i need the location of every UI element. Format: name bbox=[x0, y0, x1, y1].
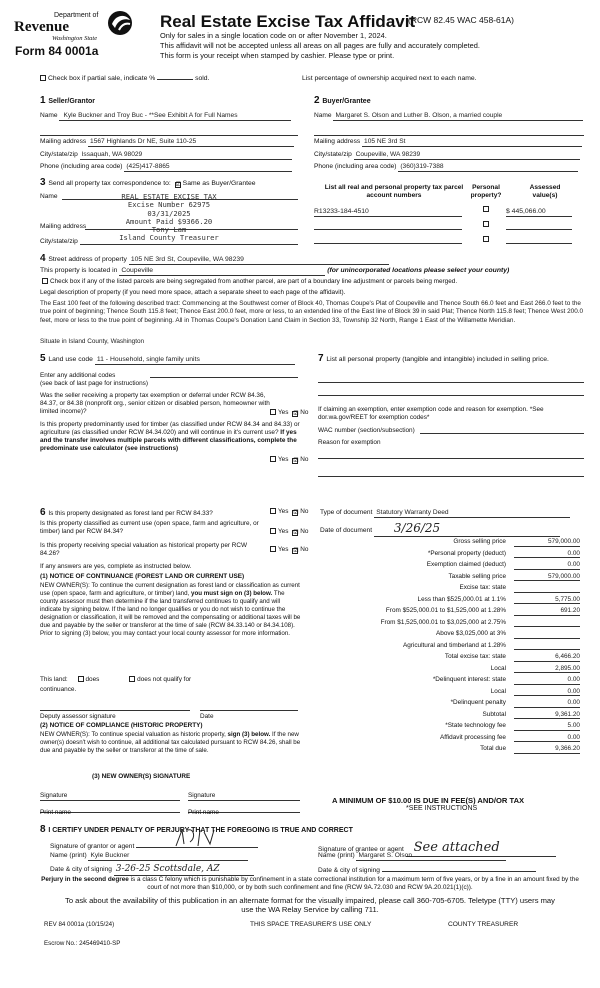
segregation-row: Check box if any of the listed parcels are being segregated from another parcel, are part of a boundary line adjustment or parcels being merged. bbox=[40, 278, 457, 286]
deputy-signature-label: Deputy assessor signature bbox=[40, 713, 116, 720]
form-number: Form 84 0001a bbox=[15, 44, 99, 58]
tax-row-label: Excise tax: state bbox=[459, 584, 506, 591]
document-date-row: Date of document 3/26/25 bbox=[320, 521, 560, 537]
grantee-signature-row: Signature of grantee or agent See attached bbox=[318, 840, 556, 857]
buyer-city-field[interactable]: Coupeville, WA 98239 bbox=[354, 151, 580, 160]
personal-property-checkbox-3[interactable] bbox=[483, 236, 489, 242]
tax-row-label: *Delinquent interest: state bbox=[432, 676, 506, 683]
parcel-number-2[interactable] bbox=[314, 222, 462, 230]
personal-property-line-1[interactable] bbox=[318, 375, 584, 383]
personal-property-list-label: 7 List all personal property (tangible and intangible) included in selling price. bbox=[318, 353, 549, 364]
signature-label-1: Signature bbox=[40, 792, 68, 799]
seller-name-line2[interactable] bbox=[40, 128, 298, 136]
ownership-percentage-note: List percentage of ownership acquired next to each name. bbox=[302, 75, 477, 82]
tax-row-label: Local bbox=[490, 687, 506, 695]
legal-description-text[interactable]: The East 100 feet of the following described tract: Commencing at the Southwest corner of Block 40, Thomas Coupe's Plat of Coupeville and Thence South 66.0 feet and East 266.0 feet to the true point of beginning; Thence South 115.8 feet; Thence East 200.0 feet, more or less, to an extended line of the East line of Block 39 in said Plat; Thence North 115.8 feet; Thence West 200.0 feet, more or less to the true point of beginning. All in Thomas Coupe's Donation Land Claim in Section 33, Township 32 North, Range 1 East of the Willamette Meridian. bbox=[40, 300, 584, 324]
grantor-signature-row: Signature of grantor or agent bbox=[50, 840, 258, 851]
alternate-format-notice: To ask about the availability of this publication in an alternate format for the visually impaired, please call 360-705-6705. Teletype (TTY) users may use the WA Relay Service by calling 711. bbox=[65, 896, 555, 915]
forest-yes-checkbox[interactable] bbox=[270, 508, 276, 514]
seller-name-row: Name Kyle Buckner and Troy Buc - **See Exhibit A for Full Names bbox=[40, 112, 298, 121]
tax-row-label: Exemption claimed (deduct) bbox=[426, 561, 506, 568]
forest-land-question: 6 Is this property designated as forest land per RCW 84.33? bbox=[40, 507, 213, 518]
deputy-date-label: Date bbox=[200, 713, 214, 720]
minimum-due-notice: A MINIMUM OF $10.00 IS DUE IN FEE(S) AND/OR TAX bbox=[332, 796, 525, 805]
partial-sale-checkbox[interactable] bbox=[40, 75, 46, 81]
claim-exemption-label: If claiming an exemption, enter exemption code and reason for exemption. *See dor.wa.gov/REET for exemption codes* bbox=[318, 406, 544, 421]
tax-row-value[interactable]: 6,466.20 bbox=[514, 653, 580, 662]
revision-number: REV 84 0001a (10/15/24) bbox=[44, 921, 115, 928]
seller-heading: 1 Seller/Grantor bbox=[40, 95, 96, 106]
grantor-signature-image bbox=[170, 826, 230, 850]
land-use-row: 5 Land use code 11 - Household, single family units bbox=[40, 353, 295, 366]
buyer-mailing-field[interactable]: 105 NE 3rd St bbox=[362, 138, 582, 147]
situate-text: Situate in Island County, Washington bbox=[40, 338, 145, 345]
new-owner-signature-heading: (3) NEW OWNER(S) SIGNATURE bbox=[92, 773, 191, 780]
tax-calculation-table bbox=[320, 538, 586, 752]
grantee-name-field[interactable]: Margaret S. Olson bbox=[356, 852, 506, 861]
grantor-date-field[interactable]: 3-26-25 Scottsdale, AZ bbox=[114, 864, 254, 876]
tax-row-value[interactable]: 579,000.00 bbox=[514, 538, 580, 547]
assessed-value-2[interactable] bbox=[506, 222, 572, 230]
parcel-number-1[interactable]: R13233-184-4510 bbox=[314, 208, 462, 217]
historic-question: Is this property receiving special valuation as historical property per RCW 84.26? bbox=[40, 542, 248, 557]
assessed-value-3[interactable] bbox=[506, 236, 572, 244]
timber-yes-checkbox[interactable] bbox=[270, 456, 276, 462]
buyer-mailing-row: Mailing address 105 NE 3rd St bbox=[314, 138, 582, 147]
tax-row-label: Gross selling price bbox=[453, 538, 506, 545]
tax-row-value[interactable]: 0.00 bbox=[514, 699, 580, 708]
document-date-field[interactable]: 3/26/25 bbox=[374, 521, 560, 537]
tax-row-value[interactable]: 9,361.20 bbox=[514, 711, 580, 720]
buyer-name-row: Name Margaret S. Olson and Luther B. Olson, a married couple bbox=[314, 112, 583, 121]
form-title: Real Estate Excise Tax Affidavit bbox=[160, 12, 416, 31]
tax-row-value[interactable]: 691.20 bbox=[514, 607, 580, 616]
exemption-question: Was the seller receiving a property tax exemption or deferral under RCW 84.36, 84.37, or 84.38 (nonprofit org., senior citizen or disabled person, homeowner with limited income)? bbox=[40, 392, 270, 415]
personal-property-header: Personal property? bbox=[470, 184, 502, 200]
grantor-name-field[interactable]: Kyle Buckner bbox=[88, 852, 248, 861]
does-qualify-checkbox[interactable] bbox=[78, 676, 84, 682]
buyer-name-line2[interactable] bbox=[314, 128, 584, 136]
buyer-name-field[interactable]: Margaret S. Olson and Luther B. Olson, a married couple bbox=[333, 112, 583, 121]
certify-statement: 8 I CERTIFY UNDER PENALTY OF PERJURY THAT THE FOREGOING IS TRUE AND CORRECT bbox=[40, 824, 353, 835]
instruction-line-3: This form is your receipt when stamped by cashier. Please type or print. bbox=[160, 51, 395, 60]
grantee-date-row: Date & city of signing bbox=[318, 864, 536, 875]
sec3-name-label: Name bbox=[40, 193, 58, 200]
wac-number-label: WAC number (section/subsection) bbox=[318, 427, 415, 434]
land-use-field[interactable]: 11 - Household, single family units bbox=[95, 356, 295, 365]
does-not-qualify-checkbox[interactable] bbox=[129, 676, 135, 682]
seller-mailing-row: Mailing address 1567 Highlands Dr NE, Suite 110-25 bbox=[40, 138, 294, 147]
tax-row-value[interactable] bbox=[514, 619, 580, 628]
treasurer-stamp: REAL ESTATE EXCISE TAX Excise Number 62975 03/31/2025 Amount Paid $9366.20 Tony Lam Island County Treasurer bbox=[119, 192, 219, 243]
current-use-no-checkbox[interactable]: ☑ bbox=[293, 530, 299, 536]
tax-row-label: Total due bbox=[480, 745, 506, 752]
signature-label-2: Signature bbox=[188, 792, 216, 799]
tax-row-value[interactable]: 0.00 bbox=[514, 550, 580, 559]
notice-compliance-body: NEW OWNER(S): To continue special valuation as historic property, sign (3) below. If the new owner(s) doesn't wish to continue, all additional tax calculated pursuant to RCW 84.26, shall be due and payable by the seller or transferor at the time of sale. bbox=[40, 731, 301, 754]
buyer-city-row: City/state/zip Coupeville, WA 98239 bbox=[314, 151, 580, 160]
rcw-reference: (RCW 82.45 WAC 458-61A) bbox=[408, 15, 514, 25]
timber-ag-question: Is this property predominantly used for timber (as classified under RCW 84.34 and 84.33) or agriculture (as classified under RCW 84.34.020) and will continue in it's current use? If yes and the transfer involves multiple parcels with different classifications, complete the predominate use calculator (see instructions) bbox=[40, 421, 300, 452]
historic-yes-checkbox[interactable] bbox=[270, 546, 276, 552]
buyer-phone-row: Phone (including area code) (360)319-7388 bbox=[314, 163, 578, 172]
escrow-number: Escrow No.: 245469410-SP bbox=[44, 940, 121, 947]
tax-row-label: From $525,000.01 to $1,525,000 at 1.28% bbox=[385, 607, 506, 614]
department-of-text: Department of bbox=[54, 12, 99, 19]
grantor-name-row: Name (print) Kyle Buckner bbox=[50, 852, 248, 861]
county-treasurer-label: COUNTY TREASURER bbox=[448, 921, 519, 928]
timber-no-checkbox[interactable]: ☑ bbox=[293, 458, 299, 464]
tax-row-value[interactable]: 5,775.00 bbox=[514, 596, 580, 605]
instruction-line-1: Only for sales in a single location code on or after November 1, 2024. bbox=[160, 31, 387, 40]
segregation-checkbox[interactable] bbox=[42, 278, 48, 284]
notice-continuance-heading: (1) NOTICE OF CONTINUANCE (FOREST LAND OR CURRENT USE) bbox=[40, 573, 245, 580]
deputy-signature-line[interactable] bbox=[40, 710, 190, 711]
perjury-notice: Perjury in the second degree is a class C felony which is punishable by confinement in a state correctional institution for a maximum term of five years, or by a fine in an amount fixed by the court of not more than $10,000, or by both such confinement and fine (RCW 9A.72.030 and RCW 9A.20.021(1)(c)). bbox=[41, 876, 579, 891]
tax-row-value[interactable]: 579,000.00 bbox=[514, 573, 580, 582]
tax-row-value[interactable]: 2,895.00 bbox=[514, 665, 580, 674]
tax-row-label: Total excise tax: state bbox=[444, 653, 506, 660]
new-owner-signature-1[interactable] bbox=[40, 800, 180, 801]
tax-row-label: Less than $525,000.01 at 1.1% bbox=[417, 595, 506, 603]
notice-continuance-body: NEW OWNER(S): To continue the current designation as forest land or classification as current use (open space, farm and agriculture, or timber) land, you must sign on (3) below. The county assessor must then determine if the land transferred continues to qualify and will indicate by signing below. If the land no longer qualifies or you do not wish to continue the designation or classification, it will be removed and the compensating or additional taxes will be due and payable by the seller or transferor at the time of sale (RCW 84.33.140 or 84.34.108). Prior to signing (3) below, you may contact your local county assessor for more information. bbox=[40, 582, 301, 637]
tax-correspondence-row: 3 Send all property tax correspondence to: ☑ Same as Buyer/Grantee bbox=[40, 177, 256, 188]
reason-exemption-field[interactable] bbox=[318, 458, 584, 459]
assessed-values-header: Assessed value(s) bbox=[529, 184, 561, 200]
reason-exemption-field-2[interactable] bbox=[318, 476, 584, 477]
seller-phone-field[interactable]: (425)417-8865 bbox=[124, 163, 292, 172]
partial-sale-label: Check box if partial sale, indicate % bbox=[48, 75, 156, 82]
forest-no-checkbox[interactable]: ☑ bbox=[293, 510, 299, 516]
exemption-yes-checkbox[interactable] bbox=[270, 409, 276, 415]
document-type-field[interactable]: Statutory Warranty Deed bbox=[374, 509, 570, 518]
any-yes-note: If any answers are yes, complete as instructed below. bbox=[40, 563, 192, 570]
wac-number-field[interactable] bbox=[420, 433, 584, 434]
historic-no-checkbox[interactable]: ☑ bbox=[293, 548, 299, 554]
historic-yes-no: Yes ☑ No bbox=[268, 546, 308, 554]
assessed-value-1[interactable]: $ 445,066.00 bbox=[506, 208, 572, 217]
property-street-field[interactable]: 105 NE 3rd St, Coupeville, WA 98239 bbox=[129, 256, 389, 265]
agency-logo bbox=[14, 10, 142, 42]
sec3-city-label: City/state/zip bbox=[40, 238, 78, 245]
tax-row-label: Taxable selling price bbox=[448, 572, 506, 580]
personal-property-checkbox-1[interactable] bbox=[483, 206, 489, 212]
exemption-no-checkbox[interactable]: ☑ bbox=[293, 411, 299, 417]
located-in-row: This property is located in Coupeville (for unincorporated locations please select your county) bbox=[40, 267, 509, 276]
sec3-mailing-label: Mailing address bbox=[40, 223, 87, 230]
revenue-logo-icon bbox=[106, 10, 134, 36]
sec3-city-field[interactable] bbox=[80, 244, 298, 245]
legal-description-label: Legal description of property (if you need more space, attach a separate sheet to each page of the affidavit). bbox=[40, 289, 346, 296]
print-name-label-1: Print name bbox=[40, 809, 71, 816]
current-use-yes-checkbox[interactable] bbox=[270, 528, 276, 534]
grantee-name-row: Name (print) Margaret S. Olson bbox=[318, 852, 506, 861]
this-land-row: This land: does does not qualify for bbox=[40, 676, 192, 683]
partial-sale-row bbox=[38, 73, 209, 83]
tax-row-value[interactable] bbox=[514, 642, 580, 651]
personal-property-line-2[interactable] bbox=[318, 388, 584, 396]
same-as-buyer-label: Same as Buyer/Grantee bbox=[182, 180, 256, 187]
washington-state-text: Washington State bbox=[52, 35, 98, 42]
tax-row-value[interactable]: 0.00 bbox=[514, 734, 580, 743]
treasurer-use-only: THIS SPACE TREASURER'S USE ONLY bbox=[250, 921, 372, 928]
grantee-date-field[interactable] bbox=[382, 864, 536, 872]
timber-ag-yes-no: Yes ☑ No bbox=[268, 456, 308, 464]
forest-yes-no: Yes ☑ No bbox=[268, 508, 308, 516]
grantor-date-row: Date & city of signing 3-26-25 Scottsdale, AZ bbox=[50, 864, 254, 876]
tax-row-value[interactable]: 0.00 bbox=[514, 561, 580, 570]
continuance-label: continuance. bbox=[40, 686, 77, 693]
reason-exemption-label: Reason for exemption bbox=[318, 439, 381, 446]
tax-row-value[interactable] bbox=[514, 584, 580, 593]
exemption-yes-no: Yes ☑ No bbox=[268, 409, 308, 417]
additional-codes-field[interactable] bbox=[150, 377, 298, 378]
instruction-line-2: This affidavit will not be accepted unless all areas on all pages are fully and accurately completed. bbox=[160, 41, 480, 50]
see-instructions-note: *SEE INSTRUCTIONS bbox=[406, 805, 478, 812]
tax-row-value[interactable]: 5.00 bbox=[514, 722, 580, 731]
seller-city-field[interactable]: Issaquah, WA 98029 bbox=[80, 151, 292, 160]
revenue-wordmark: Revenue bbox=[14, 19, 69, 35]
tax-row-label: Agricultural and timberland at 1.28% bbox=[402, 641, 506, 649]
current-use-yes-no: Yes ☑ No bbox=[268, 528, 308, 536]
document-type-row: Type of document Statutory Warranty Deed bbox=[320, 509, 570, 518]
current-use-question: Is this property classified as current use (open space, farm and agriculture, or timber) land per RCW 84.34? bbox=[40, 520, 259, 535]
seller-name-field[interactable]: Kyle Buckner and Troy Buc - **See Exhibit A for Full Names bbox=[59, 112, 291, 121]
tax-row-label: Local bbox=[490, 664, 506, 672]
same-as-buyer-checkbox[interactable]: ☑ bbox=[175, 182, 182, 188]
tax-row-label: *Delinquent penalty bbox=[450, 699, 506, 706]
seller-city-row: City/state/zip Issaquah, WA 98029 bbox=[40, 151, 292, 160]
grantee-signature-field[interactable]: See attached bbox=[406, 840, 556, 857]
seller-phone-row: Phone (including area code) (425)417-8865 bbox=[40, 163, 292, 172]
tax-row-label: Subtotal bbox=[482, 710, 506, 718]
tax-row-label: From $1,525,000.01 to $3,025,000 at 2.75% bbox=[380, 618, 506, 626]
parcel-list-header: List all real and personal property tax parcel account numbers bbox=[324, 184, 464, 200]
tax-row-label: *State technology fee bbox=[445, 722, 506, 729]
tax-row-value[interactable]: 0.00 bbox=[514, 676, 580, 685]
deputy-date-line[interactable] bbox=[200, 710, 298, 711]
located-in-field[interactable]: Coupeville bbox=[119, 267, 325, 276]
sold-label: sold. bbox=[195, 75, 210, 82]
tax-row-value[interactable] bbox=[514, 630, 580, 639]
buyer-phone-field[interactable]: (360)319-7388 bbox=[398, 163, 578, 172]
tax-row-value[interactable]: 0.00 bbox=[514, 688, 580, 697]
personal-property-checkbox-2[interactable] bbox=[483, 221, 489, 227]
notice-compliance-heading: (2) NOTICE OF COMPLIANCE (HISTORIC PROPERTY) bbox=[40, 722, 203, 729]
tax-row-label: *Personal property (deduct) bbox=[427, 549, 506, 557]
seller-mailing-field[interactable]: 1567 Highlands Dr NE, Suite 110-25 bbox=[88, 138, 294, 147]
buyer-heading: 2 Buyer/Grantee bbox=[314, 95, 371, 106]
tax-row-label: Above $3,025,000 at 3% bbox=[436, 630, 506, 637]
print-name-label-2: Print name bbox=[188, 809, 219, 816]
tax-row-label: Affidavit processing fee bbox=[440, 733, 506, 741]
partial-percent-field[interactable] bbox=[157, 73, 193, 80]
parcel-number-3[interactable] bbox=[314, 236, 462, 244]
tax-row-value[interactable]: 9,366.20 bbox=[514, 745, 580, 754]
new-owner-signature-2[interactable] bbox=[188, 800, 300, 801]
additional-codes-label: Enter any additional codes (see back of last page for instructions) bbox=[40, 372, 148, 387]
property-street-row: 4 Street address of property 105 NE 3rd St, Coupeville, WA 98239 bbox=[40, 253, 389, 266]
